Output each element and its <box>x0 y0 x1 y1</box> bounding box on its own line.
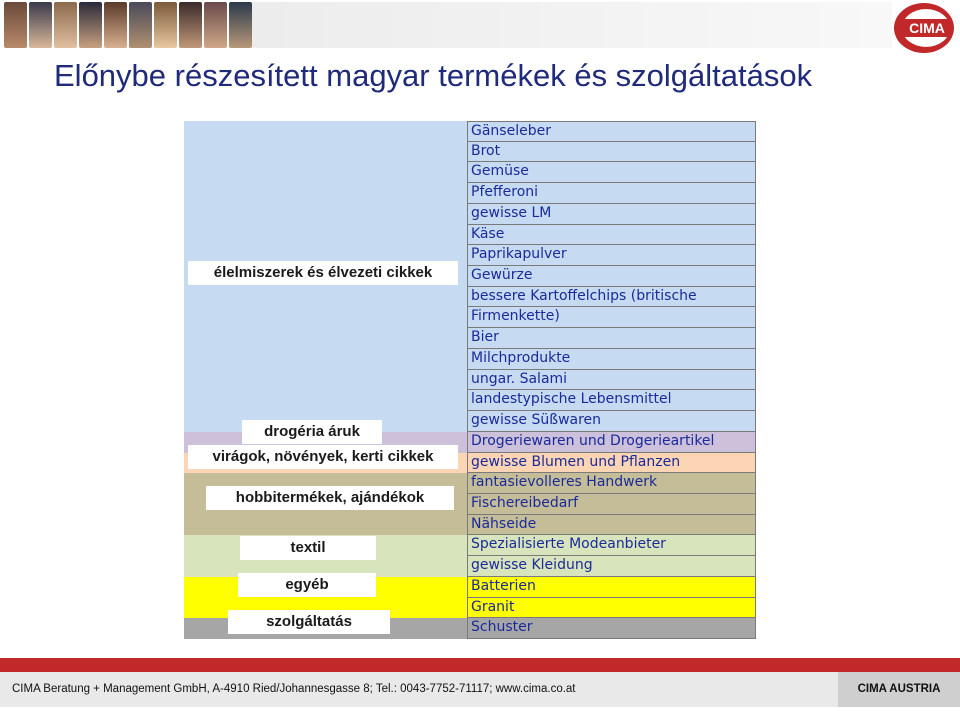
category-label: textil <box>240 536 376 560</box>
portrait-photo <box>129 2 152 48</box>
product-row: Drogeriewaren und Drogerieartikel <box>467 432 756 453</box>
portrait-photo <box>154 2 177 48</box>
product-row: ungar. Salami <box>467 370 756 391</box>
product-row: Gewürze <box>467 266 756 287</box>
category-label: szolgáltatás <box>228 610 390 634</box>
product-row: Firmenkette) <box>467 307 756 328</box>
portrait-photo <box>104 2 127 48</box>
category-label: virágok, növények, kerti cikkek <box>188 445 458 469</box>
category-table <box>184 121 756 639</box>
portrait-photo <box>229 2 252 48</box>
product-row: Brot <box>467 142 756 163</box>
category-label: egyéb <box>238 573 376 597</box>
product-row: Batterien <box>467 577 756 598</box>
portrait-photo <box>54 2 77 48</box>
photo-strip <box>4 2 252 48</box>
cima-logo <box>893 2 955 54</box>
product-row: Milchprodukte <box>467 349 756 370</box>
product-row: gewisse Süßwaren <box>467 411 756 432</box>
product-row: Käse <box>467 225 756 246</box>
product-row: Nähseide <box>467 515 756 536</box>
product-row: Granit <box>467 598 756 619</box>
category-label: élelmiszerek és élvezeti cikkek <box>188 261 458 285</box>
category-label: hobbitermékek, ajándékok <box>206 486 454 510</box>
footer-accent-bar <box>0 658 960 672</box>
product-row: Schuster <box>467 618 756 639</box>
portrait-photo <box>179 2 202 48</box>
logo-text: CIMA <box>909 20 945 36</box>
portrait-photo <box>29 2 52 48</box>
product-row: Pfefferoni <box>467 183 756 204</box>
portrait-photo <box>4 2 27 48</box>
product-row: Bier <box>467 328 756 349</box>
product-row: gewisse LM <box>467 204 756 225</box>
product-row: Gemüse <box>467 162 756 183</box>
header-band <box>252 2 892 48</box>
footer-brand: CIMA AUSTRIA <box>838 672 960 707</box>
product-row: Gänseleber <box>467 121 756 142</box>
portrait-photo <box>204 2 227 48</box>
product-row: landestypische Lebensmittel <box>467 390 756 411</box>
product-row: bessere Kartoffelchips (britische <box>467 287 756 308</box>
product-row: gewisse Blumen und Pflanzen <box>467 453 756 474</box>
category-label: drogéria áruk <box>242 420 382 444</box>
product-row: Spezialisierte Modeanbieter <box>467 535 756 556</box>
product-row: Paprikapulver <box>467 245 756 266</box>
product-row: fantasievolleres Handwerk <box>467 473 756 494</box>
footer-contact: CIMA Beratung + Management GmbH, A-4910 Ried/Johannesgasse 8; Tel.: 0043-7752-71117; www.cima.co.at <box>0 672 838 707</box>
product-row: gewisse Kleidung <box>467 556 756 577</box>
product-row: Fischereibedarf <box>467 494 756 515</box>
page-title: Előnybe részesített magyar termékek és szolgáltatások <box>54 58 813 93</box>
portrait-photo <box>79 2 102 48</box>
